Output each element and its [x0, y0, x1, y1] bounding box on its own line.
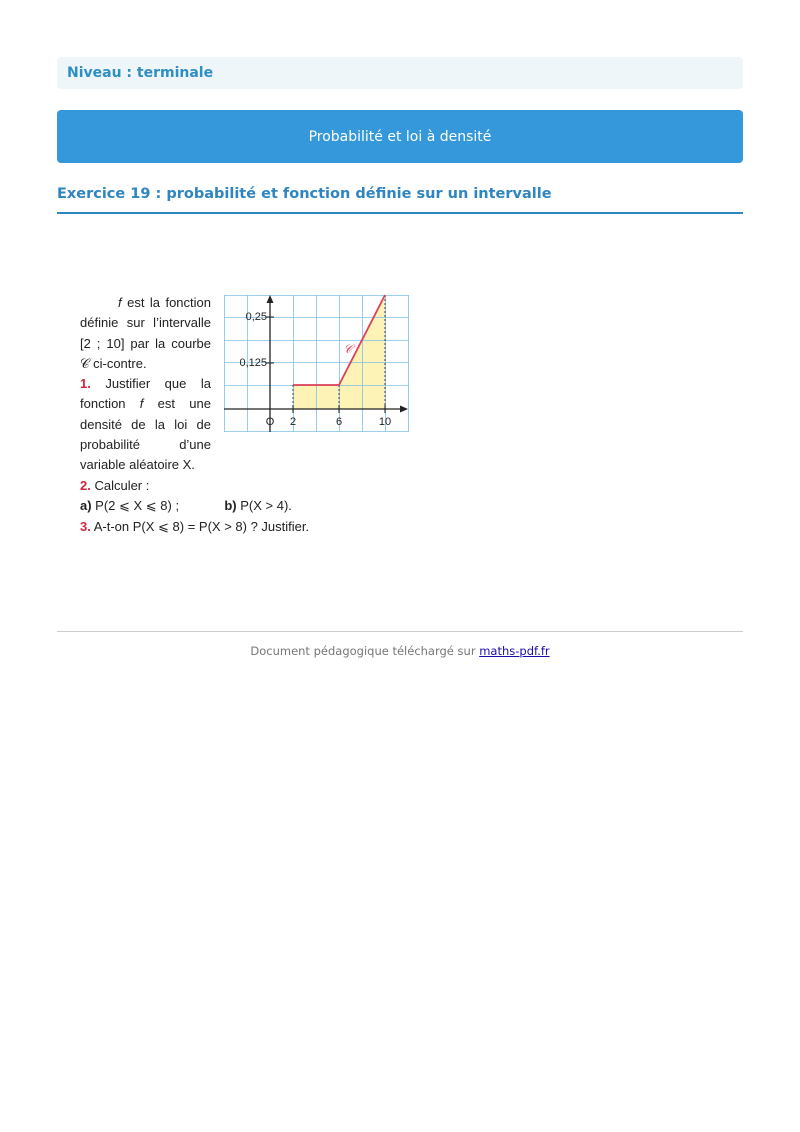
level-label: Niveau : terminale [67, 65, 214, 81]
question-1-number: 1. [80, 376, 91, 392]
footer-divider [57, 631, 743, 632]
exercise-text [80, 293, 211, 496]
exercise-content [80, 293, 410, 543]
exercise-divider [57, 212, 743, 214]
question-2b-text: P(X > 4). [236, 498, 292, 513]
density-graph [224, 293, 410, 435]
page-title: Probabilité et loi à densité [308, 128, 492, 145]
question-3-text: A-t-on P(X ⩽ 8) = P(X > 8) ? Justifier. [90, 519, 310, 534]
intro-text-1: est la fonction définie sur l’intervalle [2 ; 10] par la courbe [80, 295, 211, 351]
question-3-number: 3. [80, 519, 91, 534]
question-2b-label: b) [224, 498, 237, 513]
footer-link[interactable]: maths-pdf.fr [479, 644, 550, 658]
x-label-6: 6 [335, 416, 343, 428]
footer-text: Document pédagogique téléchargé sur [250, 644, 480, 658]
origin-label: O [265, 416, 275, 428]
x-label-10: 10 [378, 416, 392, 428]
question-2a-text: P(2 ⩽ X ⩽ 8) ; [91, 498, 180, 513]
exercise-title: Exercice 19 : probabilité et fonction définie sur un intervalle [57, 186, 552, 202]
x-label-2: 2 [289, 416, 297, 428]
y-label-0-125: 0,125 [239, 357, 267, 369]
question-2-text: Calculer : [90, 477, 150, 493]
question-2-subparts [80, 498, 292, 514]
question-1-text-b: est une densité de la loi de probabilité d’une variable aléatoire X. [80, 396, 211, 473]
intro-text-2: ci-contre. [89, 355, 147, 371]
level-box [57, 57, 743, 89]
question-3 [80, 519, 309, 535]
question-1-text-a: Justifier que la fonction [80, 376, 211, 412]
question-2a-label: a) [80, 498, 92, 513]
question-1-f: f [139, 396, 144, 412]
function-f: f [118, 295, 122, 310]
curve-label: 𝒞 [343, 342, 353, 356]
curve-symbol: 𝒞 [80, 355, 90, 371]
page-title-banner [57, 110, 743, 163]
footer [57, 644, 743, 658]
y-label-0-25: 0,25 [245, 311, 267, 323]
question-2-number: 2. [80, 477, 91, 493]
